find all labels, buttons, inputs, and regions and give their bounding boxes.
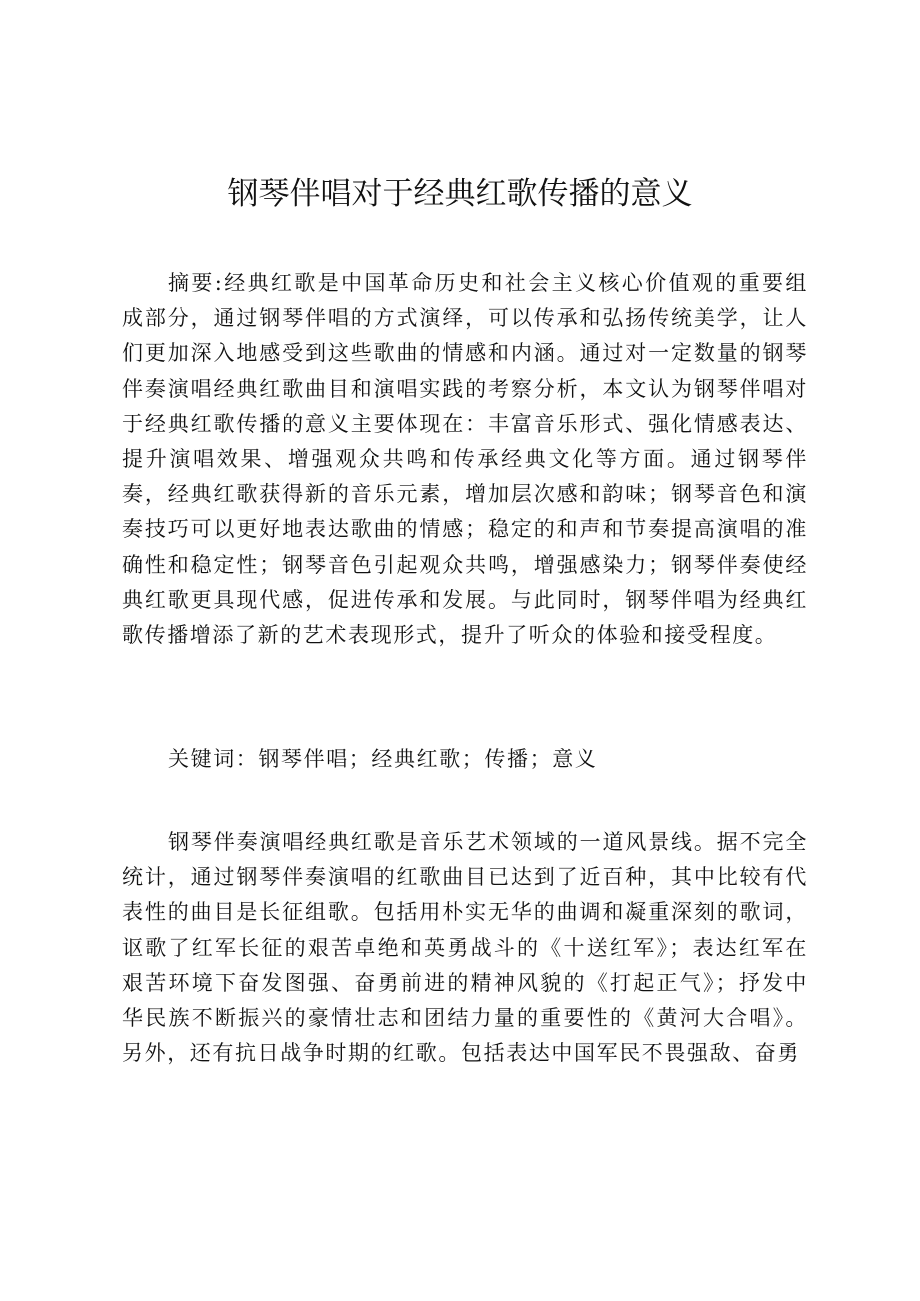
body-paragraph: 钢琴伴奏演唱经典红歌是音乐艺术领域的一道风景线。据不完全统计，通过钢琴伴奏演唱的红歌曲目已达到了近百种，其中比较有代表性的曲目是长征组歌。包括用朴实无华的曲调和凝重深刻的歌词，讴歌了红军长征的艰苦卓绝和英勇战斗的《十送红军》；表达红军在艰苦环境下奋发图强、奋勇前进的精神风貌的《打起正气》；抒发中华民族不断振兴的豪情壮志和团结力量的重要性的《黄河大合唱》。另外，还有抗日战争时期的红歌。包括表达中国军民不畏强敌、奋勇 [122, 830, 808, 1066]
keywords-paragraph [122, 742, 808, 777]
document-title: 钢琴伴唱对于经典红歌传播的意义 [227, 176, 693, 212]
keywords-label: 关键词： [168, 747, 259, 771]
abstract-label: 摘要: [168, 271, 224, 295]
abstract-paragraph [122, 266, 808, 653]
abstract-text: 经典红歌是中国革命历史和社会主义核心价值观的重要组成部分，通过钢琴伴唱的方式演绎，可以传承和弘扬传统美学，让人们更加深入地感受到这些歌曲的情感和内涵。通过对一定数量的钢琴伴奏演唱经典红歌曲目和演唱实践的考察分析，本文认为钢琴伴唱对于经典红歌传播的意义主要体现在：丰富音乐形式、强化情感表达、提升演唱效果、增强观众共鸣和传承经典文化等方面。通过钢琴伴奏，经典红歌获得新的音乐元素，增加层次感和韵味；钢琴音色和演奏技巧可以更好地表达歌曲的情感；稳定的和声和节奏提高演唱的准确性和稳定性；钢琴音色引起观众共鸣，增强感染力；钢琴伴奏使经典红歌更具现代感，促进传承和发展。与此同时，钢琴伴唱为经典红歌传播增添了新的艺术表现形式，提升了听众的体验和接受程度。 [122, 271, 809, 648]
keywords-text: 钢琴伴唱；经典红歌；传播；意义 [258, 747, 598, 771]
